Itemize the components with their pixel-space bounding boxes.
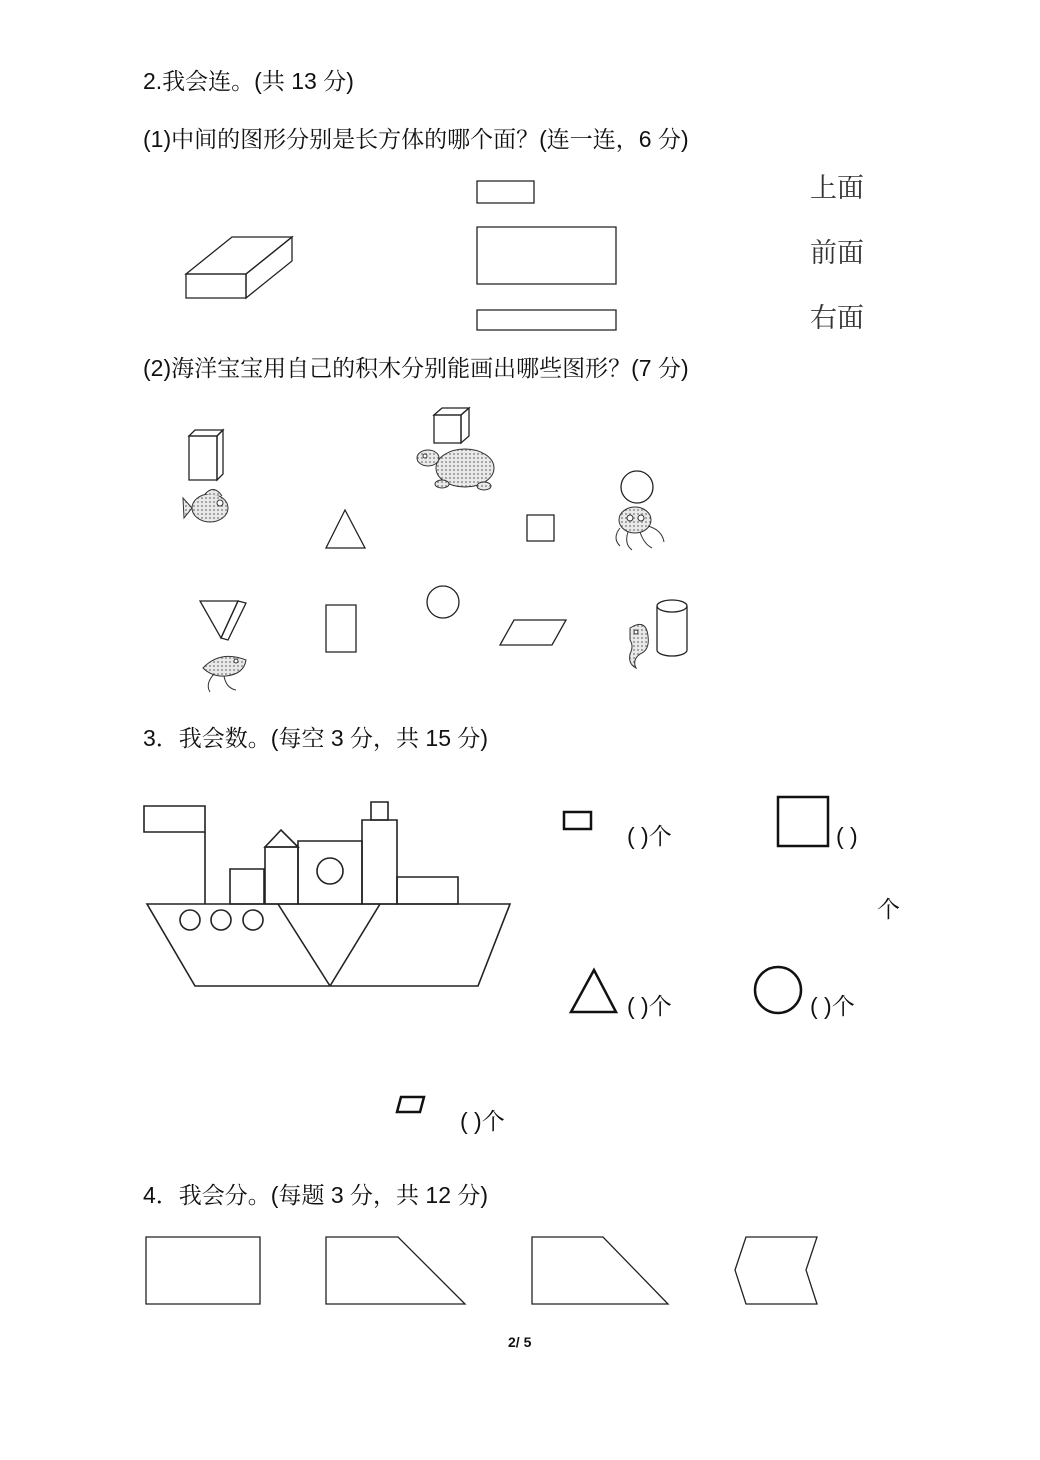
circle-option[interactable] [427,586,459,618]
count-square-blank[interactable]: ( ) [836,823,858,849]
q2-part2-prompt: (2)海洋宝宝用自己的积木分别能画出哪些图形？(7 分) [143,355,689,381]
ship-figure [144,802,510,986]
fish-icon [183,489,228,522]
parallelogram-icon [397,1097,424,1112]
q4-shape-arrow [735,1237,817,1304]
seahorse-cylinder-block [657,600,687,656]
q2-heading: 2.我会连。(共 13 分) [143,68,354,94]
cuboid-figure [186,237,292,298]
dolphin-prism-block [200,601,246,640]
q2-part1-prompt: (1)中间的图形分别是长方体的哪个面？(连一连，6 分) [143,126,689,152]
turtle-cube-block [434,408,469,443]
face-small-rect[interactable] [477,181,534,203]
count-square-unit: 个 [877,896,900,922]
q4-shape-rectangle [146,1237,260,1304]
circle-icon [755,967,801,1013]
face-long-rect[interactable] [477,310,616,330]
octopus-sphere-block [621,471,653,503]
label-top-face[interactable]: 上面 [810,173,864,204]
count-triangle-blank[interactable]: ( )个 [627,993,672,1019]
q3-heading: 3．我会数。(每空 3 分，共 15 分) [143,725,489,751]
page-number: 2/ 5 [508,1334,532,1350]
count-circle-blank[interactable]: ( )个 [810,993,855,1019]
octopus-icon [616,507,664,550]
q4-heading: 4．我会分。(每题 3 分，共 12 分) [143,1182,489,1208]
dolphin-icon [203,656,246,692]
fish-cuboid-block [189,430,223,480]
rect-icon [564,812,591,829]
label-right-face[interactable]: 右面 [810,303,864,334]
triangle-icon [571,970,616,1012]
triangle-option[interactable] [326,510,365,548]
parallelogram-option[interactable] [500,620,566,645]
label-front-face[interactable]: 前面 [810,238,864,269]
face-large-rect[interactable] [477,227,616,284]
q4-shape-trapezoid-1 [326,1237,465,1304]
count-parallelogram-blank[interactable]: ( )个 [460,1108,505,1134]
count-rect-blank[interactable]: ( )个 [627,823,672,849]
seahorse-icon [630,624,649,668]
q4-shape-trapezoid-2 [532,1237,668,1304]
square-icon [778,797,828,846]
square-option[interactable] [527,515,554,541]
rectangle-option[interactable] [326,605,356,652]
turtle-icon [417,449,494,490]
